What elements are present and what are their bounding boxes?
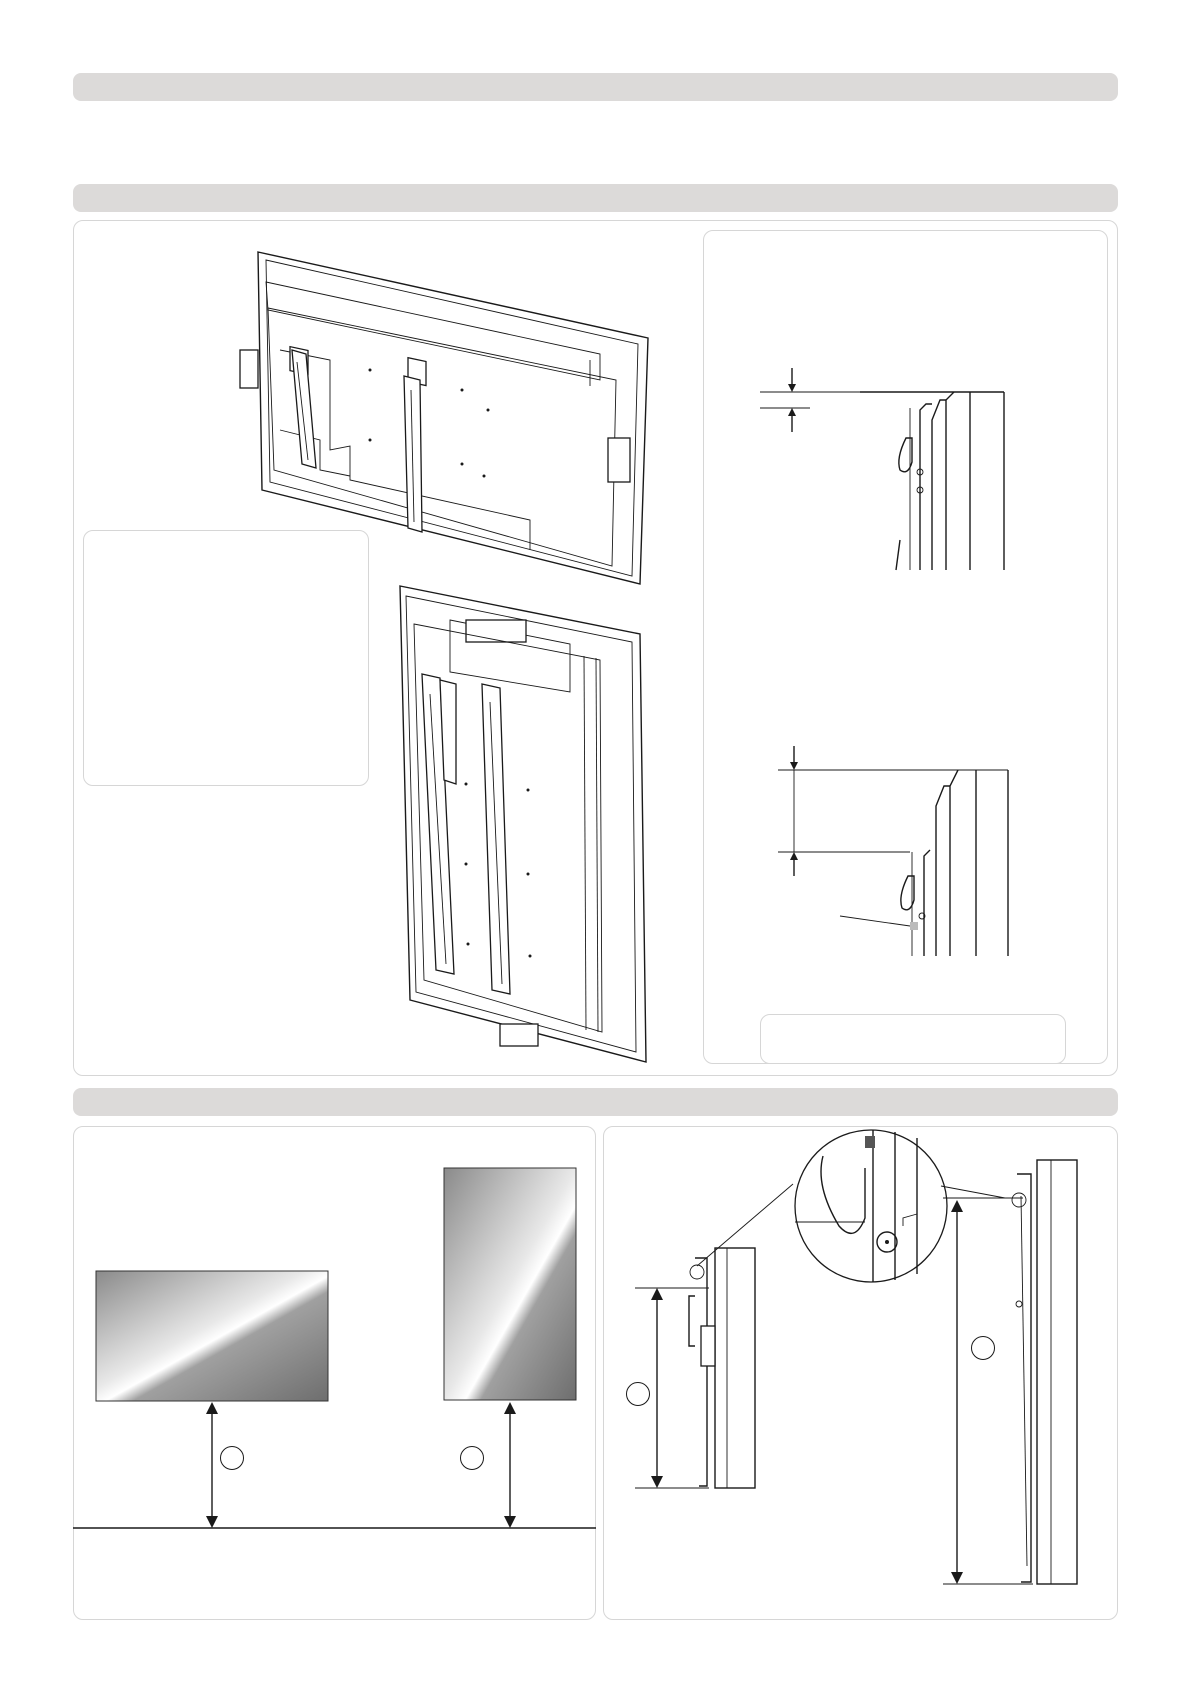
height-arrow-icon [206, 1402, 218, 1528]
dimension-marker-3 [626, 1382, 650, 1406]
bracket-side-profile-drawing [760, 360, 1020, 570]
floor-line [73, 1400, 596, 1530]
height-arrow-icon-2 [504, 1402, 516, 1528]
caption-box [760, 1014, 1066, 1064]
bracket-side-profile-drawing-2 [760, 746, 1020, 956]
magnifier-detail-circle [795, 1130, 947, 1282]
dimension-marker-2 [460, 1446, 484, 1470]
side-mount-drawing [603, 1126, 1118, 1620]
section-header-bar-2 [73, 184, 1118, 212]
note-box [83, 530, 369, 786]
screen-gradient-portrait [444, 1168, 576, 1400]
dimension-marker-4 [971, 1336, 995, 1360]
screen-gradient-landscape [96, 1271, 328, 1401]
section-header-bar-1 [73, 73, 1118, 101]
tv-back-portrait-drawing [370, 584, 660, 1084]
dimension-marker-1 [220, 1446, 244, 1470]
section-header-bar-3 [73, 1088, 1118, 1116]
